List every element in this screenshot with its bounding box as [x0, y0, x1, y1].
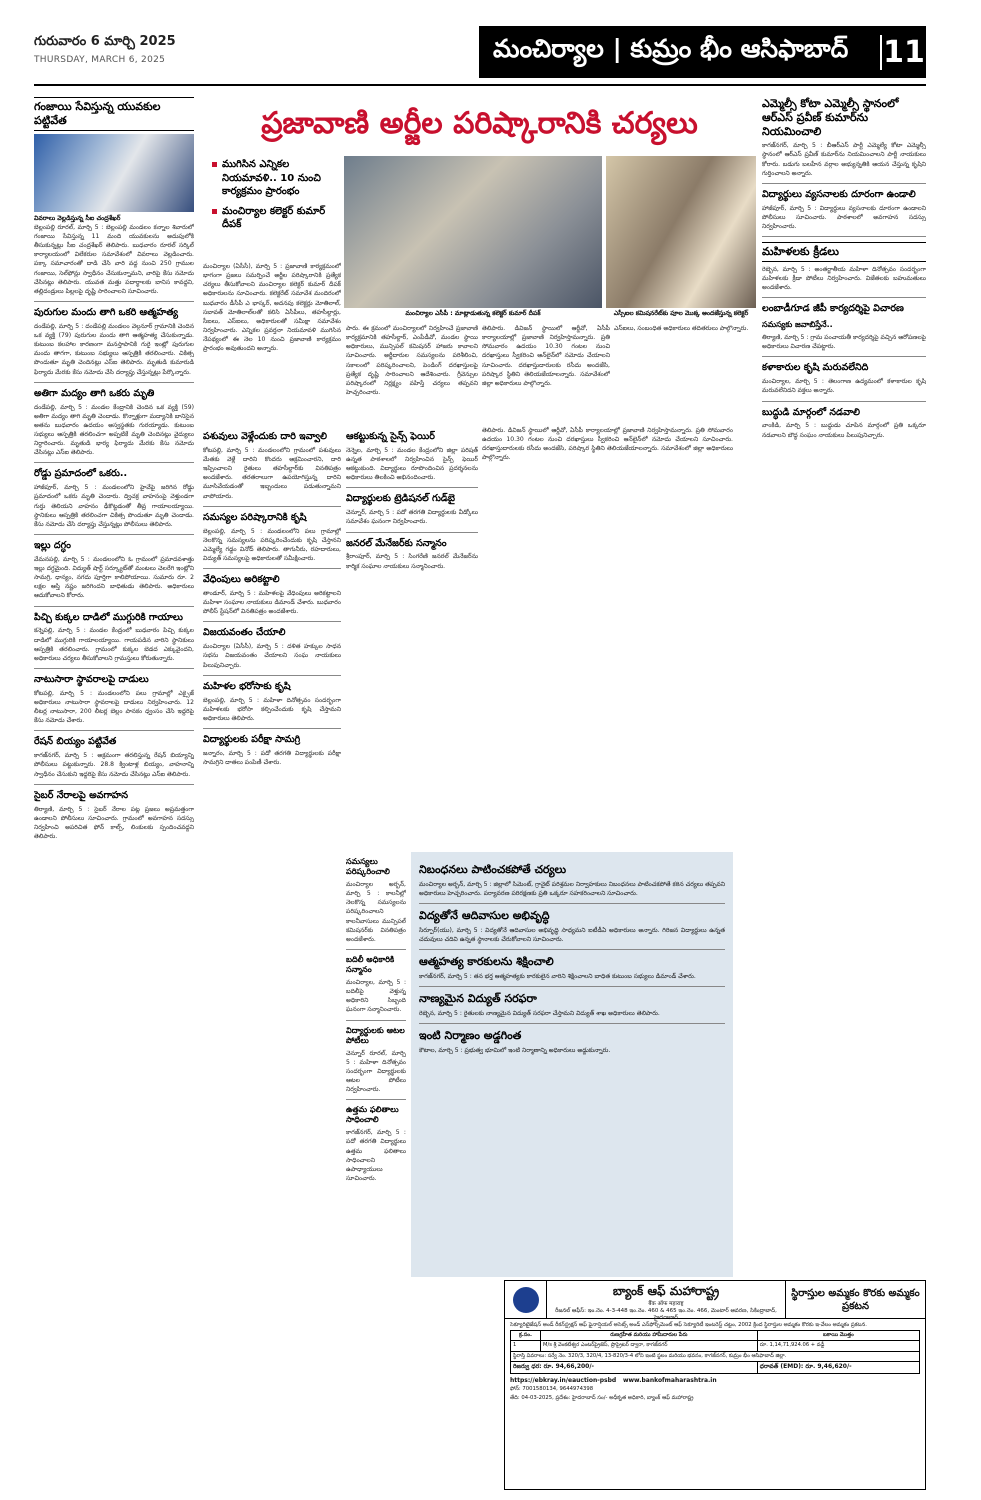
- column-5: [762, 92, 926, 1276]
- story-headline: జనరల్ మేనేజర్‌కు సన్మానం: [346, 537, 447, 549]
- story-headline: కళాకారుల కృషి మరువలేనిది: [762, 362, 869, 374]
- contact-phone: ఫోన్: 7001580134, 9644974398: [510, 1385, 594, 1392]
- story-headline: రేషన్ బియ్యం పట్టివేత: [34, 736, 117, 748]
- emd-amount: ధరావత్ (EMD): రూ. 9,46,620/-: [757, 1362, 919, 1374]
- story-body: మంచిర్యాల, మార్చి 5 : తెలంగాణ ఉద్యమంలో కళాకారుల కృషి మరువలేనిదని వక్తలు అన్నారు.: [762, 378, 926, 395]
- story-headline: ఆకట్టుకున్న సైన్స్ ఫెయిర్: [346, 431, 435, 442]
- date-english: THURSDAY, MARCH 6, 2025: [34, 55, 166, 65]
- story-body: కౌటాల, మార్చి 5 : ప్రభుత్వ భూమిలో ఇంటి నిర్మాణాన్ని అధికారులు అడ్డుకున్నారు.: [419, 1046, 611, 1054]
- divider: [762, 356, 926, 357]
- divider: [34, 462, 194, 463]
- story-body: జన్నారం, మార్చి 5 : పదో తరగతి విద్యార్థులకు పరీక్షా సామగ్రిని దాతలు పంపిణీ చేశారు.: [203, 749, 341, 767]
- story-headline: నాణ్యమైన విద్యుత్ సరఫరా: [419, 991, 537, 1005]
- story-body: బెల్లంపల్లి, మార్చి 5 : మహిళా దినోత్సవం సందర్భంగా మహిళలకు భరోసా కల్పించేందుకు కృషి చేస్తామని అధికారులు తెలిపారు.: [203, 696, 341, 722]
- bank-name-hindi: बैंक ऑफ महाराष्ट्र: [648, 1301, 684, 1307]
- divider: [34, 382, 194, 383]
- divider: [762, 297, 926, 298]
- story-body: మంచిర్యాల అర్బన్, మార్చి 5 : జిల్లాలో సిమెంట్, గ్రానైట్ పరిశ్రమల నిర్వాహకులు నిబంధనలు పాటించకపోతే కఠిన చర్యలు తప్పవని అధికారులు హెచ్చరించారు. పర్యావరణ పరిరక్షణకు ప్రతి ఒక్కరూ సహకరించాలని సూచించారు.: [419, 880, 725, 897]
- story-headline: బుద్ధుడి మార్గంలో నడవాలి: [762, 406, 860, 418]
- story-headline: గంజాయి సేవిస్తున్న యువకుల పట్టివేత: [34, 97, 194, 131]
- section-title-bar: [479, 26, 926, 78]
- story-headline: విద్యతోనే ఆదివాసుల అభివృద్ధి: [419, 909, 550, 923]
- table-header: రుణగ్రహీత మరియు హామీదారుల పేరు: [540, 1330, 757, 1341]
- divider: [203, 621, 341, 622]
- divider: [346, 1020, 406, 1021]
- divider: [34, 668, 194, 669]
- table-row: [511, 1341, 920, 1352]
- reserve-price: రిజర్వు ధర: రూ. 94,66,200/-: [511, 1362, 758, 1374]
- story-body: ఎస్ఐలు, సంబంధిత అధికారులు తదితరులు పాల్గొన్నారు.: [614, 325, 749, 332]
- story-body: శ్రీరాంపూర్, మార్చి 5 : సింగరేణి జనరల్ మేనేజర్‌ను కార్మిక సంఘాల నాయకులు సన్మానించారు.: [346, 553, 478, 570]
- table-header: బకాయి మొత్తం: [757, 1330, 919, 1341]
- lead-body-1: [203, 262, 341, 422]
- divider: [419, 986, 725, 987]
- story-body: హాజీపూర్, మార్చి 5 : మండలంలోని హైవేపై జరిగిన రోడ్డు ప్రమాదంలో ఒకరు మృతి చెందారు. ద్విచక్ర వాహనంపై వెళ్తుండగా గుర్తు తెలియని వాహనం ఢీకొట్టడంతో తీవ్ర గాయాలయ్యాయి. స్థానికులు ఆస్పత్రికి తరలించగా చికిత్స పొందుతూ మృతి చెందాడు. కేసు నమోదు చేసి దర్యాప్తు చేస్తున్నట్లు పోలీసులు తెలిపారు.: [34, 484, 194, 528]
- property-description: స్థిరాస్తి వివరాలు: సర్వే నెం. 320/3, 320/4, 13-820/3-4 లోని ఇంటి స్థలం మరియు భవనం, కాగజ్‌నగర్, కుమ్రం భీం ఆసిఫాబాద్ జిల్లా.: [511, 1351, 920, 1362]
- column-4-upper: [482, 426, 733, 846]
- story-body: వేమనపల్లి, మార్చి 5 : మండలంలోని ఓ గ్రామంలో ప్రమాదవశాత్తు ఇల్లు దగ్ధమైంది. విద్యుత్ షార్ట్ సర్క్యూట్‌తో మంటలు చెలరేగి ఇంట్లోని సామగ్రి, ధాన్యం, నగదు పూర్తిగా కాలిపోయాయి. సుమారు రూ. 2 లక్షల ఆస్తి నష్టం జరిగిందని బాధితుడు తెలిపారు. అధికారులు ఆదుకోవాలని కోరారు.: [34, 555, 194, 600]
- story-body: కోటపల్లి, మార్చి 5 : మండలంలోని పలు గ్రామాల్లో ఎక్సైజ్ అధికారులు నాటుసారా స్థావరాలపై దాడులు నిర్వహించారు. 12 లీటర్ల నాటుసారా, 200 లీటర్ల బెల్లం పానకం ధ్వంసం చేసి ఇద్దరిపై కేసు నమోదు చేశారు.: [34, 689, 194, 725]
- story-headline: పిచ్చి కుక్కల దాడిలో ముగ్గురికి గాయాలు: [34, 611, 183, 623]
- story-body: తెలిపారు. డివిజన్ స్థాయిలో ఆర్డీవో, ఏసీపీ కార్యాలయాల్లో ప్రజావాణి నిర్వహిస్తామన్నారు. ప్రతి సోమవారం ఉదయం 10.30 గంటల నుంచి దరఖాస్తులు స్వీకరించి ఆన్‌లైన్‌లో నమోదు చేయాలని సూచించారు. దరఖాస్తుదారులకు రసీదు అందజేసి, పరిష్కార స్థితిని తెలియజేయాలన్నారు. సమావేశంలో జిల్లా అధికారులు పాల్గొన్నారు.: [482, 325, 610, 387]
- table-header: క్ర.సం.: [511, 1330, 541, 1341]
- story-headline: సమస్యల పరిష్కారానికి కృషి: [203, 511, 307, 523]
- divider: [203, 506, 341, 507]
- table-cell: రూ. 1,14,71,924.06 + వడ్డీ: [757, 1341, 919, 1352]
- story-body: కన్నెపల్లి, మార్చి 5 : మండల కేంద్రంలో బుధవారం పిచ్చి కుక్కల దాడిలో ముగ్గురికి గాయాలయ్యాయి. గాయపడిన వారిని స్థానికులు ఆస్పత్రికి తరలించారు. గ్రామంలో కుక్కల బెడద ఎక్కువైందని, అధికారులు చర్యలు తీసుకోవాలని గ్రామస్తులు కోరుతున్నారు.: [34, 627, 194, 662]
- lead-bullets: [212, 158, 340, 238]
- story-headline: నాటుసారా స్థావరాలపై దాడులు: [34, 673, 149, 685]
- felicitation-photo: [606, 156, 756, 308]
- story-body: కాగజ్‌నగర్, మార్చి 5 : అక్రమంగా తరలిస్తున్న రేషన్ బియ్యాన్ని పోలీసులు పట్టుకున్నారు. 28.8 క్వింటాళ్ల బియ్యం, వాహనాన్ని స్వాధీనం చేసుకుని ఇద్దరిపై కేసు నమోదు చేసినట్లు ఎస్ఐ తెలిపారు.: [34, 752, 194, 778]
- story-headline: ఇంటి నిర్మాణం అడ్డగింత: [419, 1028, 522, 1042]
- story-body: కోటపల్లి, మార్చి 5 : మండలంలోని గ్రామంలో పశువులు మేతకు వెళ్లే దారిని కొందరు ఆక్రమించారని, దారి ఇప్పించాలని రైతులు తహసీల్దార్‌కు వినతిపత్రం అందజేశారు. తరతరాలుగా ఉపయోగిస్తున్న దారిని మూసివేయడంతో ఇబ్బందులు పడుతున్నామని వాపోయారు.: [203, 446, 341, 500]
- divider: [203, 568, 341, 569]
- story-headline: విద్యార్థులకు ట్రెడిషనల్ గుడ్‌బై: [346, 493, 456, 505]
- table-header-row: [511, 1330, 920, 1341]
- divider: [34, 784, 194, 785]
- story-body: పారు. ఈ క్రమంలో మంచిర్యాలలో నిర్వహించే ప్రజావాణి కార్యక్రమానికి తహసీల్దార్, ఎంపీడీవో, మండల స్థాయి అధికారులు, మున్సిపల్ కమిషనర్ హాజరు కావాలని సూచించారు. అర్జీదారుల సమస్యలను పరిశీలించి, సకాలంలో పరిష్కరించాలని, పెండింగ్ దరఖాస్తులపై ప్రత్యేక దృష్టి సారించాలని ఆదేశించారు. గ్రీవెన్సుల పరిష్కారంలో నిర్లక్ష్యం వహిస్తే చర్యలు తప్పవని హెచ్చరించారు.: [346, 325, 478, 396]
- bank-name: [547, 1281, 785, 1322]
- story-body: కాగజ్‌నగర్, మార్చి 5 : బీఆర్ఎస్ పార్టీ ఎమ్మెల్యే కోటా ఎమ్మెల్సీ స్థానంలో ఆర్ఎస్ ప్రవీణ్ కుమార్‌ను నియమించాలని పార్టీ నాయకులు కోరారు. బడుగు బలహీన వర్గాల అభ్యున్నతికి ఆయన చేస్తున్న కృషిని గుర్తించాలని అన్నారు.: [762, 142, 926, 177]
- date-telugu: గురువారం 6 మార్చి 2025: [34, 34, 176, 49]
- story-body: నెన్నెల, మార్చి 5 : మండల కేంద్రంలోని జిల్లా పరిషత్ ఉన్నత పాఠశాలలో నిర్వహించిన సైన్స్ ఫెయిర్ ఆకట్టుకుంది. విద్యార్థులు రూపొందించిన ప్రదర్శనలను అధికారులు తిలకించి అభినందించారు.: [346, 446, 478, 482]
- auction-site-link[interactable]: https://ebkray.in/eauction-psbd: [510, 1376, 617, 1384]
- story-body: కాగజ్‌నగర్, మార్చి 5 : పదో తరగతి విద్యార్థులు ఉత్తమ ఫలితాలు సాధించాలని ఉపాధ్యాయులు సూచించారు.: [346, 1129, 406, 1182]
- table-row: [511, 1362, 920, 1374]
- story-body: దండేపల్లి, మార్చి 5 : మండల కేంద్రానికి చెందిన ఒక వ్యక్తి (59) అతిగా మద్యం తాగి మృతి చెందాడు. కొన్నాళ్లుగా మద్యానికి బానిసైన అతను బుధవారం ఉదయం అస్వస్థతకు గురయ్యాడు. కుటుంబ సభ్యులు ఆస్పత్రికి తరలించగా అప్పటికే మృతి చెందినట్లు వైద్యులు నిర్ధారించారు. మృతుడి భార్య ఫిర్యాదు మేరకు కేసు నమోదు చేసినట్లు ఎస్ఐ తెలిపారు.: [34, 403, 194, 457]
- story-body: దండేపల్లి, మార్చి 5 : దండేపల్లి మండలం వెల్గనూర్ గ్రామానికి చెందిన ఒక వ్యక్తి (79) పురుగుల మందు తాగి ఆత్మహత్య చేసుకున్నాడు. కుటుంబ కలహాల కారణంగా మనస్తాపానికి గురై ఇంట్లో పురుగుల మందు తాగగా, కుటుంబ సభ్యులు ఆస్పత్రికి తరలించారు. చికిత్స పొందుతూ మృతి చెందినట్లు ఎస్ఐ తెలిపారు. మృతుడి కుమారుడి ఫిర్యాదు మేరకు కేసు నమోదు చేసి దర్యాప్తు చేస్తున్నట్లు పేర్కొన్నారు.: [34, 322, 194, 376]
- story-body: తిర్యాణి, మార్చి 5 : సైబర్ నేరాల పట్ల ప్రజలు అప్రమత్తంగా ఉండాలని పోలీసులు సూచించారు. గ్రామంలో అవగాహన సదస్సు నిర్వహించి అపరిచిత ఫోన్ కాల్స్, లింకులకు స్పందించవద్దని తెలిపారు.: [34, 805, 194, 840]
- story-body: రెబ్బెన, మార్చి 5 : అంతర్జాతీయ మహిళా దినోత్సవం సందర్భంగా మహిళలకు క్రీడా పోటీలు నిర్వహించారు. విజేతలకు బహుమతులు అందజేశారు.: [762, 265, 926, 292]
- story-body: మంచిర్యాల (ఏసీసీ), మార్చి 5 : ప్రజావాణి కార్యక్రమంలో భాగంగా ప్రజలు సమర్పించే అర్జీల పరిష్కారానికి ప్రత్యేక చర్యలు తీసుకోవాలని మంచిర్యాల కలెక్టర్ కుమార్ దీపక్ అధికారులను సూచించారు. కలెక్టరేట్ సమావేశ మందిరంలో బుధవారం డీసీపీ ఎ భాస్కర్, అదనపు కలెక్టర్లు మోతిలాల్, సబావత్ మోతిలాల్‌లతో కలిసి ఏసీపీలు, తహసీల్దార్లు, సీఐలు, ఎస్ఐలు, అధికారులతో సమీక్షా సమావేశం నిర్వహించారు. ఎన్నికల ప్రవర్తనా నియమావళి ముగిసిన నేపథ్యంలో ఈ నెల 10 నుంచి ప్రజావాణి కార్యక్రమం ప్రారంభం అవుతుందని అన్నారు.: [203, 263, 341, 353]
- section-title: మంచిర్యాల | కుమ్రం భీం ఆసిఫాబాద్: [493, 34, 849, 63]
- divider: [203, 728, 341, 729]
- story-headline: అతిగా మద్యం తాగి ఒకరు మృతి: [34, 387, 155, 399]
- story-body: బెల్లంపల్లి, మార్చి 5 : మండలంలోని పలు గ్రామాల్లో నెలకొన్న సమస్యలను పరిష్కరించేందుకు కృషి చేస్తానని ఎమ్మెల్యే గడ్డం వినోద్ తెలిపారు. తాగునీరు, రహదారులు, విద్యుత్ సమస్యలపై అధికారులతో సమీక్షించారు.: [203, 527, 341, 563]
- story-subheadline: సమస్యకు జవాబిస్తేనే..: [762, 320, 833, 330]
- bank-website-link[interactable]: www.bankofmaharashtra.in: [622, 1376, 717, 1384]
- story-body: తాండూర్, మార్చి 5 : మహిళలపై వేధింపులు అరికట్టాలని మహిళా సంఘాల నాయకులు డిమాండ్ చేశారు. బుధవారం పోలీస్ స్టేషన్‌లో వినతిపత్రం అందజేశారు.: [203, 590, 341, 616]
- divider: [762, 401, 926, 402]
- story-body: తెలిపారు. డివిజన్ స్థాయిలో ఆర్డీవో, ఏసీపీ కార్యాలయాల్లో ప్రజావాణి నిర్వహిస్తామన్నారు. ప్రతి సోమవారం ఉదయం 10.30 గంటల నుంచి దరఖాస్తులు స్వీకరించి ఆన్‌లైన్‌లో నమోదు చేయాలని సూచించారు. దరఖాస్తుదారులకు రసీదు అందజేసి, పరిష్కార స్థితిని తెలియజేయాలన్నారు. సమావేశంలో జిల్లా అధికారులు పాల్గొన్నారు.: [482, 427, 733, 462]
- divider: [34, 606, 194, 607]
- auction-table: [510, 1330, 920, 1374]
- ad-header: [505, 1281, 925, 1322]
- bank-auction-ad: [504, 1280, 926, 1490]
- shaded-box: [411, 852, 733, 1277]
- story-headline: విజయవంతం చేయాలి: [203, 627, 286, 639]
- story-body: మంచిర్యాల, మార్చి 5 : బదిలీపై వెళ్తున్న అధికారిని సిబ్బంది ఘనంగా సన్మానించారు.: [346, 978, 406, 1014]
- bank-name-telugu: బ్యాంక్ ఆఫ్ మహారాష్ట్ర: [612, 1284, 720, 1298]
- divider: [34, 534, 194, 535]
- story-headline: రోడ్డు ప్రమాదంలో ఒకరు..: [34, 468, 128, 480]
- bank-logo-icon: [505, 1281, 547, 1318]
- story-headline: సమస్యలు పరిష్కరించాలి: [346, 857, 390, 876]
- story-headline: మహిళలకు క్రీడలు: [762, 242, 926, 262]
- story-headline: విద్యార్థులు వ్యసనాలకు దూరంగా ఉండాలి: [762, 188, 916, 200]
- column-3: [346, 426, 478, 846]
- ad-footer: తేది: 04-03-2025, ప్రదేశం: హైదరాబాద్ సం/- అధీకృత అధికారి, బ్యాంక్ ఆఫ్ మహారాష్ట్ర: [510, 1395, 694, 1402]
- column-2: [203, 426, 341, 1492]
- ad-body: [505, 1319, 925, 1406]
- lead-body-3: [482, 324, 610, 424]
- story-headline: లంబాడీగూడ జీపీ కార్యదర్శిపై విచారణ: [762, 303, 904, 315]
- story-headline: సైబర్ నేరాలపై అవగాహన: [34, 789, 129, 801]
- story-body: సిర్పూర్(యు), మార్చి 5 : విద్యతోనే ఆదివాసుల అభివృద్ధి సాధ్యమని ఐటీడీఏ అధికారులు అన్నారు. గిరిజన విద్యార్థులు ఉన్నత చదువులు చదివి ఉన్నత స్థానాలకు చేరుకోవాలని సూచించారు.: [419, 926, 725, 943]
- divider: [419, 903, 725, 904]
- divider: [34, 730, 194, 731]
- police-press-photo: [34, 134, 194, 212]
- story-headline: బదిలీ అధికారికి సన్మానం: [346, 954, 395, 974]
- story-body: కాగజ్‌నగర్, మార్చి 5 : తన భర్త ఆత్మహత్యకు కారకులైన వారిని శిక్షించాలని బాధిత కుటుంబ సభ్యులు డిమాండ్ చేశారు.: [419, 972, 696, 980]
- notice-title: స్థిరాస్తుల అమ్మకం కొరకు అమ్మకం ప్రకటన: [785, 1281, 925, 1318]
- story-body: మంచిర్యాల (ఏసీసీ), మార్చి 5 : దళిత హక్కుల సాధన సభను విజయవంతం చేయాలని సంఘ నాయకులు పిలుపునిచ్చారు.: [203, 643, 341, 669]
- story-headline: ఇల్లు దగ్ధం: [34, 539, 71, 551]
- ad-intro: సెక్యూరిటైజేషన్ అండ్ రీకన్‌స్ట్రక్షన్ ఆఫ్ ఫైనాన్షియల్ అసెట్స్ అండ్ ఎన్‌ఫోర్స్‌మెంట్ ఆఫ్ సెక్యూరిటీ ఇంటరెస్ట్ చట్టం, 2002 క్రింద స్థిరాస్తుల అమ్మకం కొరకు ఇ-వేలం అమ్మకం ప్రకటన.: [510, 1322, 867, 1328]
- divider: [203, 675, 341, 676]
- story-headline: విద్యార్థులకు ఆటల పోటీలు: [346, 1025, 405, 1045]
- story-body: తిర్యాణి, మార్చి 5 : గ్రామ పంచాయతీ కార్యదర్శిపై వచ్చిన ఆరోపణలపై అధికారులు విచారణ చేపట్టారు.: [762, 334, 926, 351]
- story-headline: నిబంధనలు పాటించకపోతే చర్యలు: [419, 863, 567, 876]
- divider: [419, 949, 725, 950]
- story-body: హాజీపూర్, మార్చి 5 : విద్యార్థులు వ్యసనాలకు దూరంగా ఉండాలని పోలీసులు సూచించారు. పాఠశాలలో అవగాహన సదస్సు నిర్వహించారు.: [762, 204, 926, 230]
- table-cell: M/s శ్రీ వెంకటేశ్వర ఎంటర్‌ప్రైజెస్, ప్రొప్రైటర్ ద్వారా, కాగజ్‌నగర్: [540, 1341, 757, 1352]
- divider: [419, 1023, 725, 1024]
- story-headline: ఉత్తమ ఫలితాలు సాధించాలి: [346, 1105, 399, 1125]
- divider: [762, 183, 926, 184]
- lead-body-2: [346, 324, 478, 424]
- table-row: [511, 1351, 920, 1362]
- photo-caption: వివరాలు వెల్లడిస్తున్న సీఐ చంద్రశేఖర్: [34, 214, 121, 222]
- story-body: చెన్నూర్, మార్చి 5 : పదో తరగతి విద్యార్థులకు వీడ్కోలు సమావేశం ఘనంగా నిర్వహించారు.: [346, 509, 478, 526]
- story-body: వాంకిడి, మార్చి 5 : బుద్ధుడు చూపిన మార్గంలో ప్రతి ఒక్కరూ నడవాలని బౌద్ధ సంఘం నాయకులు పిలుపునిచ్చారు.: [762, 422, 926, 439]
- divider: [346, 949, 406, 950]
- story-headline: విద్యార్థులకు పరీక్షా సామగ్రి: [203, 734, 301, 746]
- story-headline: పురుగుల మందు తాగి ఒకరి ఆత్మహత్య: [34, 306, 178, 318]
- lead-bullet: మంచిర్యాల కలెక్టర్ కుమార్ దీపక్: [212, 205, 340, 232]
- story-body: బెల్లంపల్లి రూరల్, మార్చి 5 : బెల్లంపల్లి మండలం కన్నాల శివారులో గంజాయి సేవిస్తున్న 11 మంది యువకులను అదుపులోకి తీసుకున్నట్లు సీఐ చంద్రశేఖర్ తెలిపారు. బుధవారం రూరల్ సర్కిల్ కార్యాలయంలో విలేకరుల సమావేశంలో వివరాలు వెల్లడించారు. పక్కా సమాచారంతో దాడి చేసి వారి వద్ద నుంచి 250 గ్రాముల గంజాయి, సెల్‌ఫోన్లు స్వాధీనం చేసుకున్నామని, వారిపై కేసు నమోదు చేసినట్లు తెలిపారు. యువత మత్తు పదార్థాలకు బానిస కావద్దని, తల్లిదండ్రులు పిల్లలపై దృష్టి సారించాలని సూచించారు.: [34, 223, 194, 295]
- column-1: [34, 92, 194, 1492]
- date-block: [34, 34, 234, 65]
- meeting-photo: [344, 156, 602, 308]
- bank-address: రీజనల్ ఆఫీస్: ఇం.నెం. 4-3-448 ఇం.నెం. 460 & 465 ఇం.నెం. 466, మెంటార్ ఆవరణ, సికింద్రాబాద్, హైదరాబాద్: [555, 1308, 777, 1322]
- masthead-rule: [34, 84, 926, 86]
- photo-caption: మంచిర్యాల ఎసీపీ : మాట్లాడుతున్న కలెక్టర్ కుమార్ దీపక్: [405, 310, 541, 317]
- divider: [346, 487, 478, 488]
- page-number: 11: [880, 35, 926, 70]
- lead-bullet: ముగిసిన ఎన్నికల నియమావళి.. 10 నుంచి కార్యక్రమం ప్రారంభం: [212, 158, 340, 199]
- masthead: [0, 0, 981, 88]
- divider: [346, 532, 478, 533]
- story-body: చెన్నూర్ రూరల్, మార్చి 5 : మహిళా దినోత్సవం సందర్భంగా విద్యార్థులకు ఆటల పోటీలు నిర్వహించారు.: [346, 1049, 406, 1094]
- column-3-lower: [346, 852, 406, 1492]
- story-body: మంచిర్యాల అర్బన్, మార్చి 5 : కాలనీల్లో నెలకొన్న సమస్యలను పరిష్కరించాలని కాలనీవాసులు మున్సిపల్ కమిషనర్‌కు వినతిపత్రం అందజేశారు.: [346, 881, 406, 943]
- story-headline: పశువులు వెళ్లేందుకు దారి ఇవ్వాలి: [203, 431, 327, 442]
- story-headline: ఎమ్మెల్సీ కోటా ఎమ్మెల్సీ స్థానంలో ఆర్ఎస్ ప్రవీణ్ కుమార్‌ను నియమించాలి: [762, 97, 899, 138]
- lead-headline: ప్రజావాణి అర్జీల పరిష్కారానికి చర్యలు: [261, 106, 698, 141]
- story-headline: మహిళల భరోసాకు కృషి: [203, 680, 291, 692]
- photo-caption: ఎస్సీఐల కమిషనరేట్‌కు పూల మొక్క అందజేస్తున్న కలెక్టర్: [613, 310, 749, 317]
- story-headline: వేధింపులు అరికట్టాలి: [203, 574, 280, 586]
- table-cell: 1: [511, 1341, 541, 1352]
- divider: [34, 301, 194, 302]
- divider: [762, 236, 926, 237]
- divider: [346, 1099, 406, 1100]
- story-body: రెబ్బెన, మార్చి 5 : రైతులకు నాణ్యమైన విద్యుత్ సరఫరా చేస్తామని విద్యుత్ శాఖ అధికారులు తెలిపారు.: [419, 1009, 660, 1017]
- lead-body-4: [614, 324, 756, 424]
- story-headline: ఆత్మహత్య కారకులను శిక్షించాలి: [419, 955, 554, 969]
